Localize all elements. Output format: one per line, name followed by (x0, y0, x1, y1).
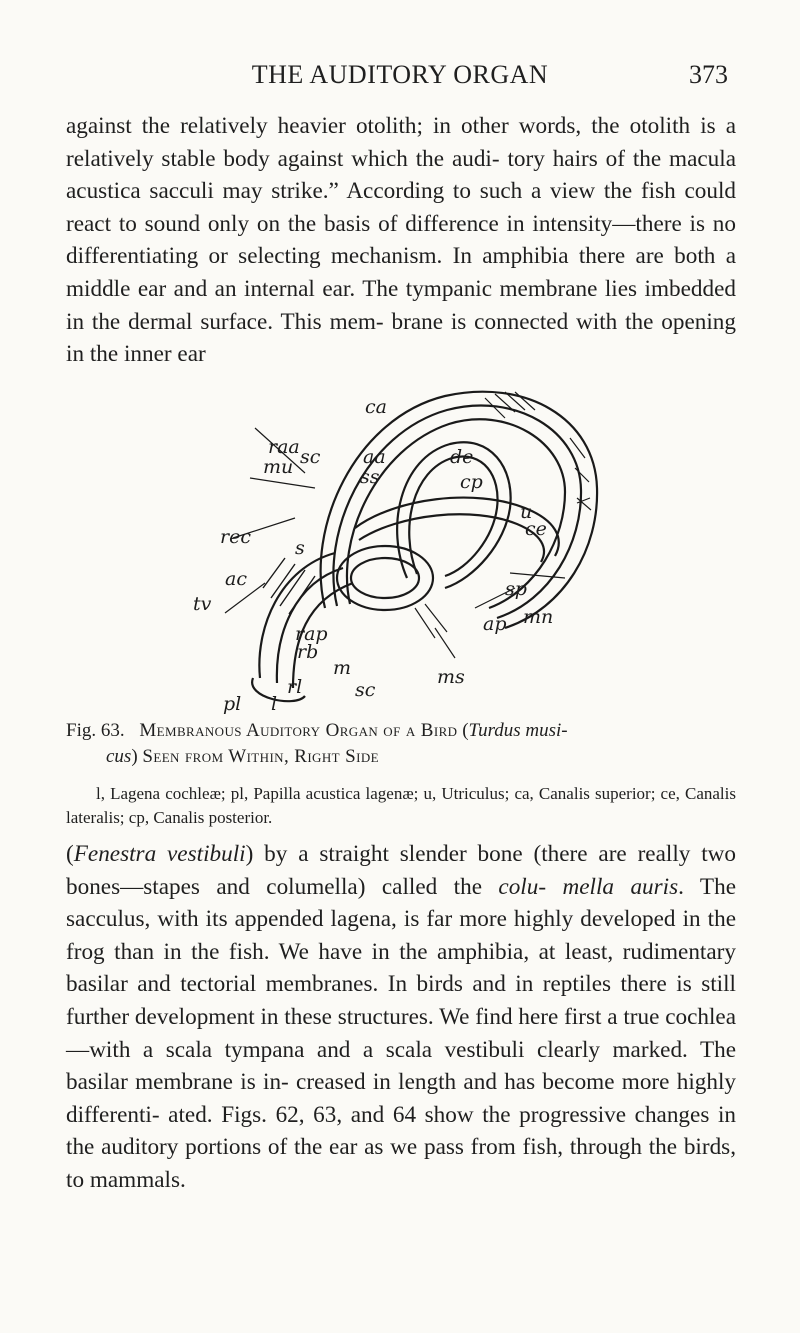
fig-label-pl: pl (223, 693, 242, 715)
fig-label-cp: cp (460, 471, 483, 493)
fig-label-sc-2: sc (355, 679, 376, 701)
fig-label-sp: sp (505, 578, 527, 600)
paren-open: ( (66, 841, 74, 867)
caption-subtitle: Seen from Within, Right Side (142, 746, 379, 767)
fig-label-ms: ms (437, 666, 465, 688)
running-title: THE AUDITORY ORGAN (251, 60, 549, 89)
caption-species-part1: Turdus musi- (468, 720, 568, 741)
caption-figure-number: Fig. 63. (66, 720, 125, 741)
caption-species-part2: cus (106, 746, 132, 767)
term-fenestra-vestibuli: Fenestra vestibuli (73, 841, 246, 867)
figure-auditory-organ (185, 378, 615, 718)
fig-label-de: de (450, 446, 474, 468)
fig-label-mn: mn (523, 606, 554, 628)
fig-label-ac: ac (225, 568, 247, 590)
fig-label-m: m (333, 657, 352, 679)
paragraph-bottom-text-2: . The sacculus, with its appended lagena, is far more highly developed in the frog than in the fish. We have in the amphibia, at least, rudimentary basilar and tectorial membranes. In birds and in reptiles there is still further development in these structures. We find here first a true cochlea—with a scala tympana and a scala vestibuli clearly marked. The basilar membrane is in- creased in length and has become more highly differenti- ated. Figs. 62, 63, and 64 show the progressive changes in the auditory portions of the ear as we pass from fish, through the birds, to mammals. (66, 873, 736, 1193)
fig-label-rap: rap (295, 623, 328, 645)
paragraph-bottom (66, 838, 736, 1197)
fig-label-ap: ap (483, 613, 507, 635)
figure-caption: Fig. 63. Membranous Auditory Organ of a Bird (Turdus musi- cus) Seen from Within, Right Side (66, 720, 568, 767)
fig-label-rec: rec (220, 526, 251, 548)
figure-legend: l, Lagena cochleæ; pl, Papilla acustica lagenæ; u, Utriculus; ca, Canalis superior; ce, Canalis lateralis; cp, Canalis posterior. (66, 784, 736, 827)
fig-label-u: u (520, 501, 533, 523)
fig-label-ss: ss (360, 466, 380, 488)
fig-label-ca: ca (365, 396, 387, 418)
fig-label-aa: aa (363, 446, 386, 468)
auditory-organ-illustration (185, 378, 615, 718)
fig-label-mu: mu (263, 456, 294, 478)
fig-label-sc: sc (300, 446, 321, 468)
fig-label-s: s (295, 537, 305, 559)
page-number: 373 (689, 60, 728, 89)
paragraph-bottom-text-1: ) by a straight slender bone (there are really two bones—stapes and columella) called the (66, 841, 736, 900)
fig-label-rb: rb (297, 641, 319, 663)
fig-label-ce: ce (525, 518, 547, 540)
paragraph-top: against the relatively heavier otolith; in other words, the otolith is a relatively stable body against which the audi- tory hairs of the macula acustica sacculi may strike.” According to such a view the fish could react to sound only on the basis of difference in intensity—there is no differentiating or selecting mechanism. In amphibia there are both a middle ear and an internal ear. The tympanic membrane lies imbedded in the dermal surface. This mem- brane is connected with the opening in the inner ear (66, 113, 736, 368)
fig-label-rl: rl (287, 676, 303, 698)
fig-label-raa: raa (268, 436, 300, 458)
page-header (0, 60, 800, 96)
term-columella-auris: colu- mella auris (498, 873, 679, 900)
fig-label-tv: tv (193, 593, 212, 615)
caption-title: Membranous Auditory Organ of a Bird (139, 720, 458, 741)
fig-label-l: l (271, 693, 278, 715)
